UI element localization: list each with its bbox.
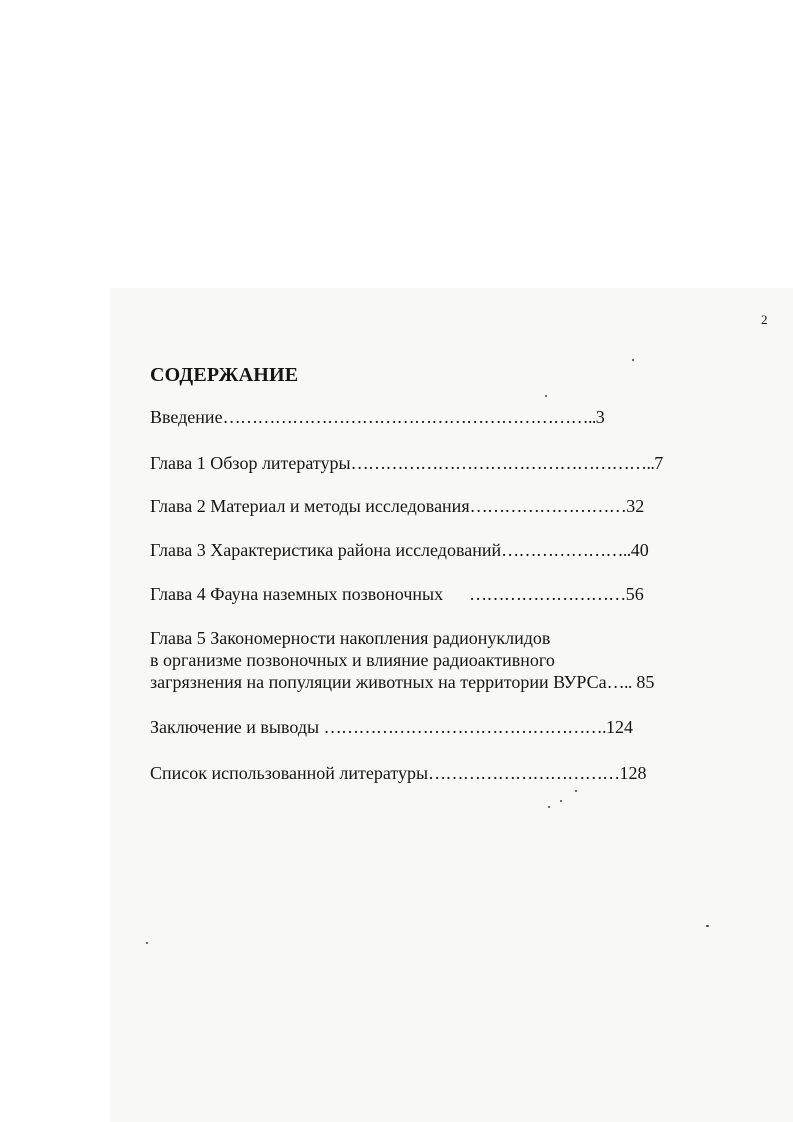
toc-leader-dots: …………………………………………….. bbox=[350, 453, 655, 473]
toc-entry-page: 3 bbox=[595, 407, 605, 427]
toc-entry-chapter-4 bbox=[150, 583, 644, 605]
toc-entry-introduction bbox=[150, 406, 605, 428]
toc-entry-references bbox=[150, 762, 647, 784]
toc-entry-page: 128 bbox=[619, 763, 647, 783]
scan-speck bbox=[548, 806, 550, 808]
toc-entry-page: 56 bbox=[625, 584, 644, 604]
scan-speck bbox=[146, 942, 148, 944]
toc-entry-label: Список использованной литературы bbox=[150, 763, 429, 783]
scan-speck bbox=[560, 800, 562, 802]
page-number: 2 bbox=[761, 312, 768, 327]
toc-entry-label: Глава 1 Обзор литературы bbox=[150, 453, 351, 473]
toc-entry-page: 40 bbox=[630, 540, 649, 560]
toc-leader-dots: ……………………… bbox=[469, 496, 627, 516]
scan-speck bbox=[575, 790, 577, 792]
toc-entry-label: Заключение и выводы bbox=[150, 717, 320, 737]
scan-speck bbox=[632, 359, 634, 361]
toc-title: СОДЕРЖАНИЕ bbox=[150, 364, 299, 386]
toc-entry-label: Глава 4 Фауна наземных позвоночных bbox=[150, 584, 444, 604]
toc-entry-page: 124 bbox=[605, 717, 633, 737]
toc-entry-label: Введение bbox=[150, 407, 223, 427]
toc-entry-label: Глава 2 Материал и методы исследования bbox=[150, 496, 470, 516]
toc-entry-page: 7 bbox=[654, 453, 664, 473]
toc-leader-dots: ……………………… bbox=[469, 584, 626, 604]
toc-entry-label-line-1: Глава 5 Закономерности накопления радионуклидов bbox=[150, 628, 551, 648]
toc-entry-label-line-2: в организме позвоночных и влияние радиоактивного bbox=[150, 650, 555, 670]
toc-leader-dots: ………………….. bbox=[501, 540, 631, 560]
toc-leader-dots: ….. bbox=[606, 672, 632, 692]
toc-entry-chapter-5 bbox=[150, 627, 654, 693]
toc-leader-dots: …………………………………………. bbox=[323, 717, 606, 737]
scan-speck bbox=[706, 925, 709, 927]
toc-entry-page: 32 bbox=[626, 496, 645, 516]
toc-entry-chapter-3 bbox=[150, 539, 649, 561]
toc-leader-dots: ……………………………………………………….. bbox=[222, 407, 596, 427]
toc-entry-page: 85 bbox=[636, 672, 655, 692]
toc-leader-dots: …………………………… bbox=[428, 763, 620, 783]
toc-entry-chapter-1 bbox=[150, 452, 663, 474]
toc-entry-conclusion bbox=[150, 716, 633, 738]
toc-entry-label: Глава 3 Характеристика района исследований bbox=[150, 540, 502, 560]
toc-entry-label-line-3: загрязнения на популяции животных на территории ВУРСа bbox=[150, 672, 607, 692]
scan-speck bbox=[545, 395, 547, 397]
toc-entry-chapter-2 bbox=[150, 495, 644, 517]
